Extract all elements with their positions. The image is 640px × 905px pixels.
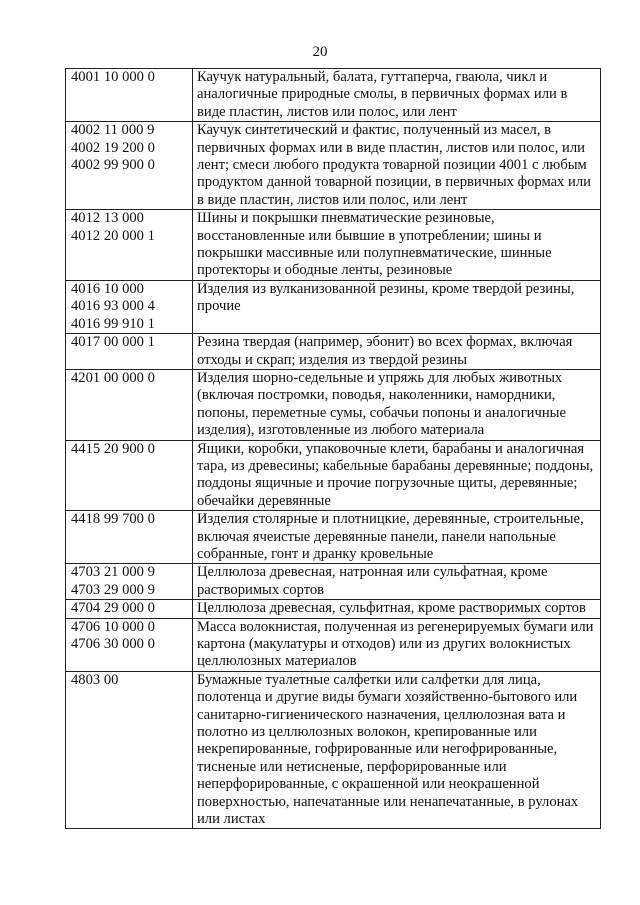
description-cell: Каучук натуральный, балата, гуттаперча, гваюла, чикл и аналогичные природные смолы, в первичных формах или в виде пластин, листов или полос, или лент — [193, 69, 601, 122]
commodity-code-table — [65, 68, 601, 829]
description-cell: Изделия столярные и плотницкие, деревянные, строительные, включая ячеистые деревянные панели, панели напольные собранные, гонт и дранку кровельные — [193, 511, 601, 564]
code-cell — [66, 600, 193, 618]
table-row — [66, 564, 601, 600]
commodity-code: 4706 30 000 0 — [71, 636, 155, 652]
table-row — [66, 122, 601, 210]
commodity-code: 4001 10 000 0 — [71, 69, 155, 85]
code-cell — [66, 280, 193, 333]
description-cell: Резина твердая (например, эбонит) во всех формах, включая отходы и скрап; изделия из твердой резины — [193, 334, 601, 370]
code-cell — [66, 440, 193, 511]
code-cell — [66, 69, 193, 122]
description-cell: Бумажные туалетные салфетки или салфетки для лица, полотенца и другие виды бумаги хозяйственно-бытового или санитарно-гигиенического назначения, целлюлозная вата и полотно из целлюлозных волокон, крепированные или некрепированные, гофрированные или негофрированные, тисненые или нетисненые, перфорированные или неперфорированные, с окрашенной или неокрашенной поверхностью, напечатанные или ненапечатанные, в рулонах или листах — [193, 671, 601, 829]
commodity-code: 4415 20 900 0 — [71, 440, 155, 457]
description-cell: Ящики, коробки, упаковочные клети, барабаны и аналогичная тара, из древесины; кабельные барабаны деревянные; поддоны, поддоны ящичные и прочие погрузочные щиты, деревянные; обечайки деревянные — [193, 440, 601, 511]
description-cell: Изделия из вулканизованной резины, кроме твердой резины, прочие — [193, 280, 601, 333]
description-cell: Шины и покрышки пневматические резиновые, восстановленные или бывшие в употреблении; шины и покрышки массивные или полупневматические, шинные протекторы и ободные ленты, резиновые — [193, 210, 601, 281]
commodity-code: 4703 29 000 9 — [71, 581, 155, 598]
commodity-code: 4704 29 000 0 — [71, 600, 155, 617]
table-row — [66, 440, 601, 511]
commodity-code: 4016 93 000 4 — [71, 298, 155, 315]
page-number: 20 — [312, 44, 328, 60]
commodity-code: 4017 00 000 1 — [71, 334, 155, 351]
table-row — [66, 334, 601, 370]
code-cell — [66, 334, 193, 370]
table-row — [66, 600, 601, 618]
table-row — [66, 671, 601, 829]
code-cell — [66, 369, 193, 440]
code-cell — [66, 671, 193, 829]
commodity-code: 4703 21 000 9 — [71, 564, 155, 581]
code-cell — [66, 122, 193, 210]
code-cell — [66, 564, 193, 600]
description-cell: Каучук синтетический и фактис, полученный из масел, в первичных формах или в виде пластин, листов или полос, или лент; смеси любого продукта товарной позиции 4001 с любым продуктом данной товарной позиции, в первичных формах или в виде пластин, листов или полос, или лент — [193, 122, 601, 210]
table-row — [66, 618, 601, 671]
commodity-code: 4002 99 900 0 — [71, 157, 155, 174]
table-body — [66, 69, 601, 829]
code-cell — [66, 210, 193, 281]
commodity-code: 4002 19 200 0 — [71, 139, 155, 156]
commodity-code: 4016 99 910 1 — [71, 315, 155, 332]
table-row — [66, 280, 601, 333]
code-cell — [66, 511, 193, 564]
commodity-code: 4016 10 000 — [71, 280, 144, 297]
table-row — [66, 511, 601, 564]
commodity-code: 4803 00 — [71, 671, 119, 688]
description-cell: Целлюлоза древесная, сульфитная, кроме растворимых сортов — [193, 600, 601, 618]
table-row — [66, 210, 601, 281]
code-cell — [66, 618, 193, 671]
description-cell: Изделия шорно-седельные и упряжь для любых животных (включая постромки, поводья, наколенники, намордники, попоны, переметные сумы, собачьи попоны и аналогичные изделия), изготовленные из любого материала — [193, 369, 601, 440]
commodity-code: 4418 99 700 0 — [71, 511, 155, 528]
table-row — [66, 69, 601, 122]
commodity-code: 4002 11 000 9 — [71, 122, 155, 139]
commodity-code: 4012 20 000 1 — [71, 227, 155, 244]
description-cell: Масса волокнистая, полученная из регенерируемых бумаги или картона (макулатуры и отходов) или из других волокнистых целлюлозных материалов — [193, 618, 601, 671]
commodity-code: 4201 00 000 0 — [71, 369, 155, 386]
description-cell: Целлюлоза древесная, натронная или сульфатная, кроме растворимых сортов — [193, 564, 601, 600]
commodity-code: 4012 13 000 — [71, 210, 144, 227]
table-row — [66, 369, 601, 440]
commodity-code: 4706 10 000 0 — [71, 618, 155, 635]
